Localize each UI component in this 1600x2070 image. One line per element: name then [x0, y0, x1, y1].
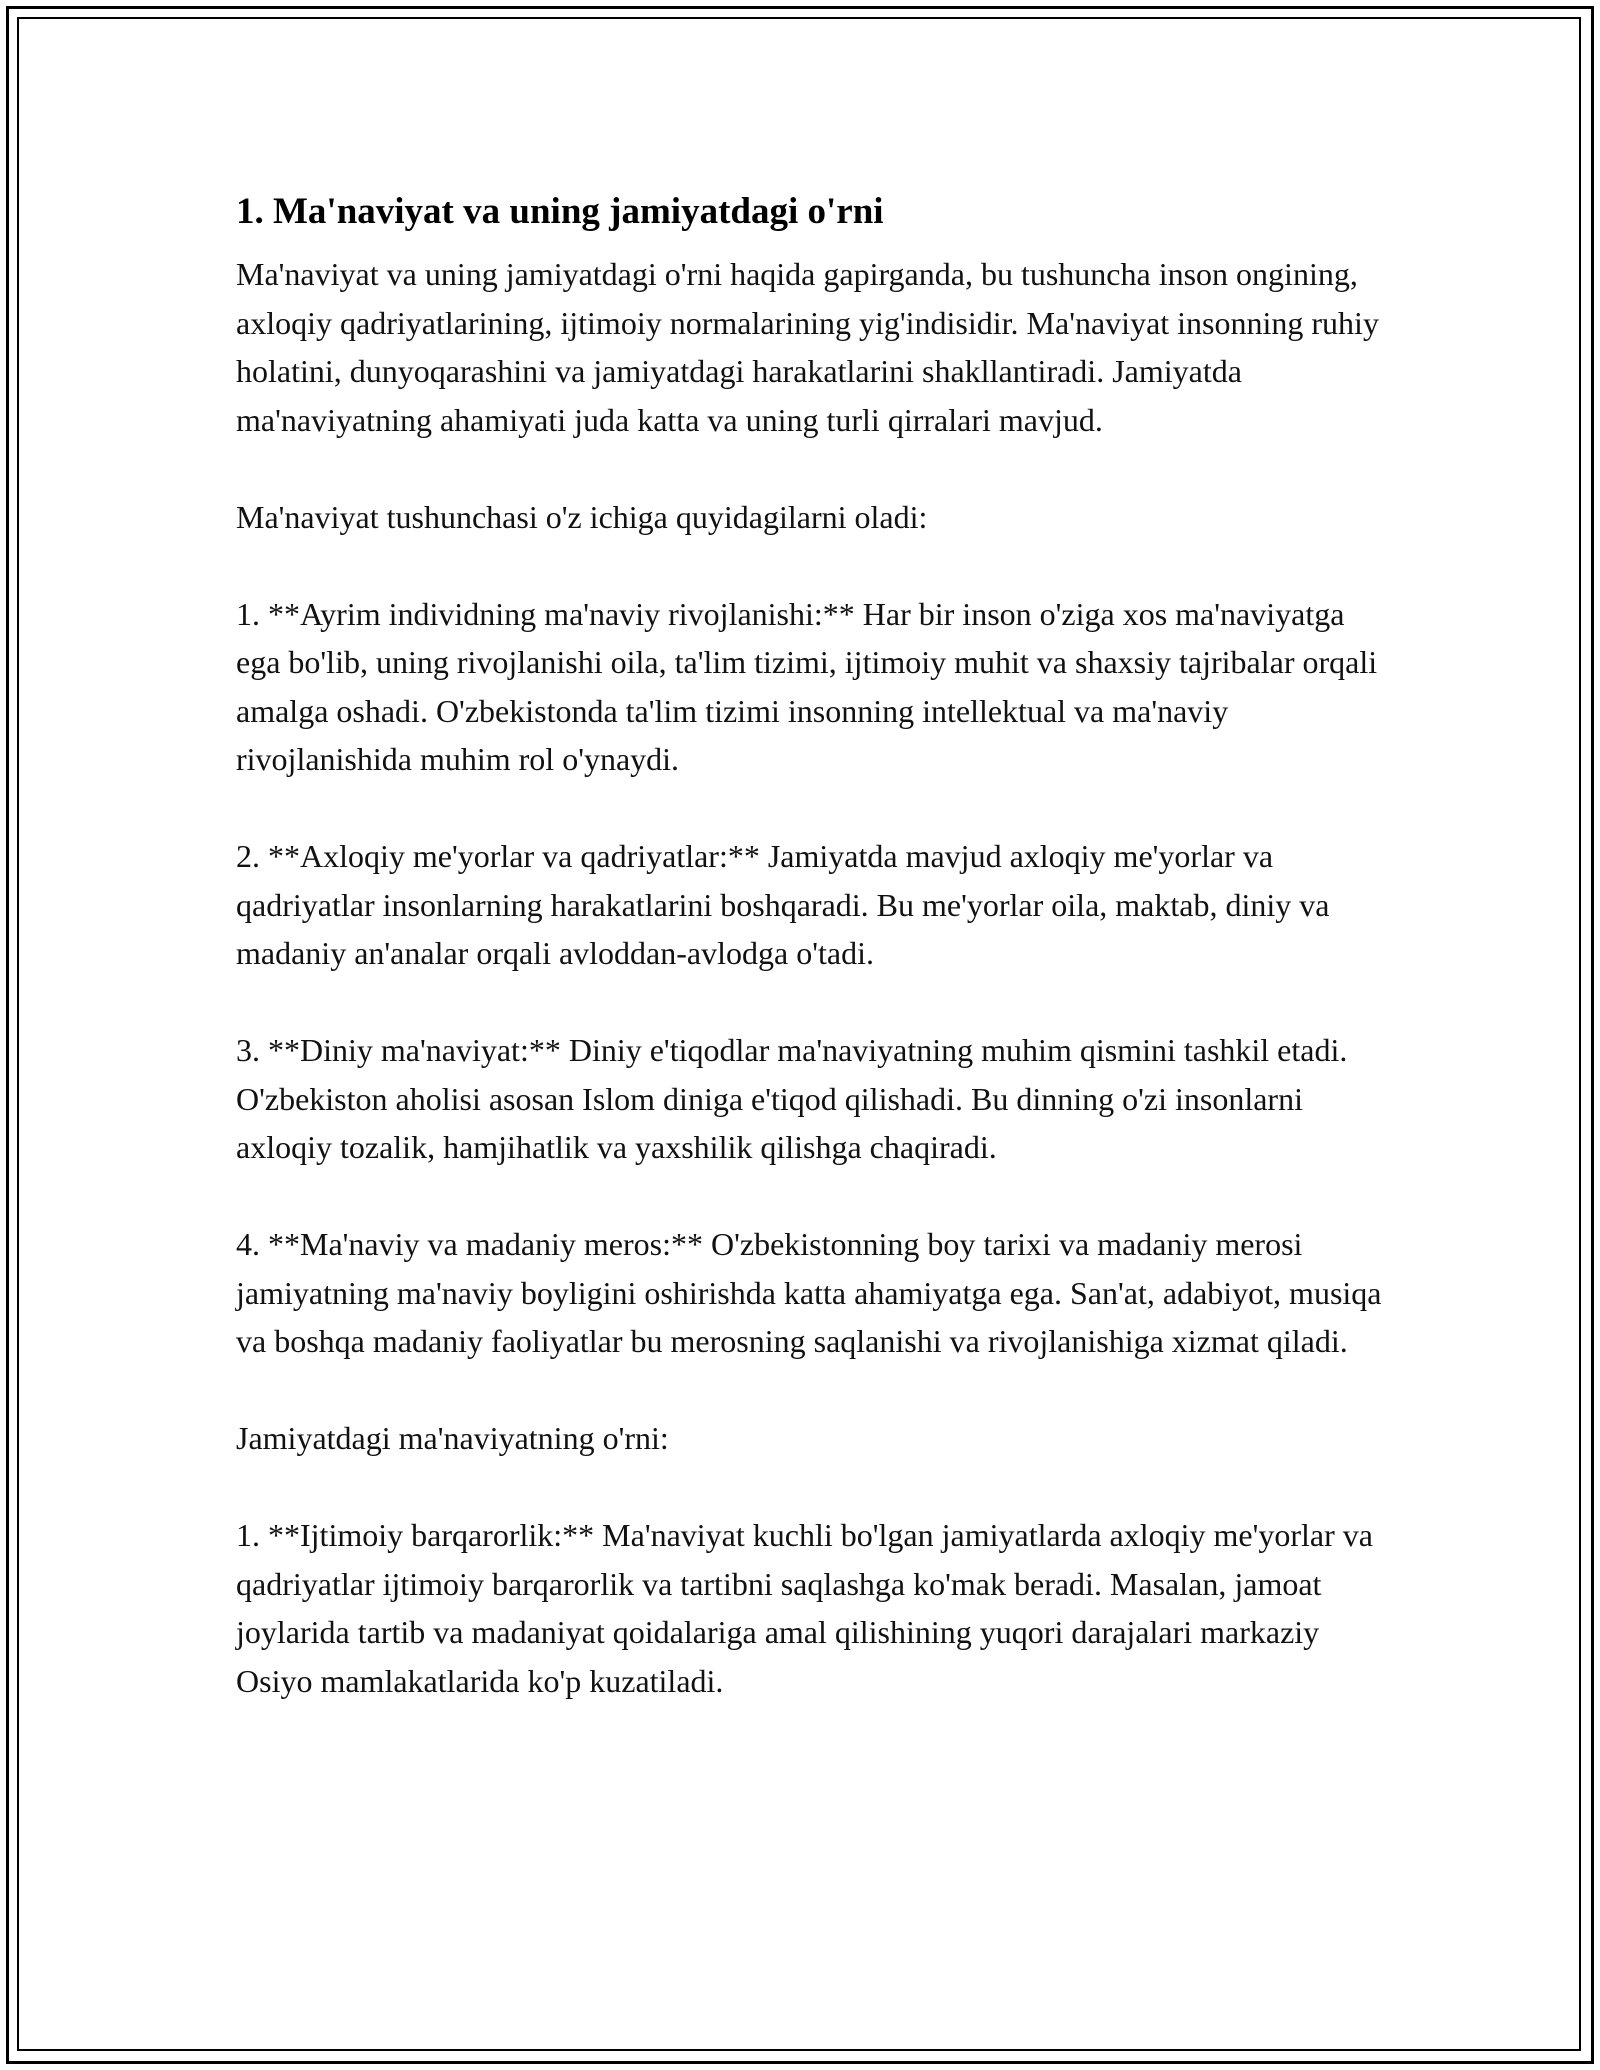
list-intro-paragraph: Ma'naviyat tushunchasi o'z ichiga quyidagilarni oladi: — [236, 498, 928, 535]
section-heading: 1. Ma'naviyat va uning jamiyatdagi o'rni — [236, 191, 884, 232]
list-intro-paragraph: Jamiyatdagi ma'naviyatning o'rni: — [236, 1420, 669, 1456]
intro-paragraph: Ma'naviyat va uning jamiyatdagi o'rni haqida gapirganda, bu tushuncha inson ongining, axloqiy qadriyatlarining, ijtimoiy normalarining yig'indisidir. Ma'naviyat insonning ruhiy holatini, dunyoqarashini va jamiyatdagi harakatlarini shakllantiradi. Jamiyatda ma'naviyatning ahamiyati juda katta va uning turli qirralari mavjud. — [236, 256, 1379, 438]
list-item-paragraph: 1. **Ijtimoiy barqarorlik:** Ma'naviyat kuchli bo'lgan jamiyatlarda axloqiy me'yorlar va qadriyatlar ijtimoiy barqarorlik va tartibni saqlashga ko'mak beradi. Masalan, jamoat joylarida tartib va madaniyat qoidalariga amal qilishining yuqori darajalari markaziy Osiyo mamlakatlarida ko'p kuzatiladi. — [236, 1517, 1373, 1699]
list-item-paragraph: 4. **Ma'naviy va madaniy meros:** O'zbekistonning boy tarixi va madaniy merosi jamiyatning ma'naviy boyligini oshirishda katta ahamiyatga ega. San'at, adabiyot, musiqa va boshqa madaniy faoliyatlar bu merosning saqlanishi va rivojlanishiga xizmat qiladi. — [236, 1226, 1382, 1359]
list-item-paragraph: 1. **Ayrim individning ma'naviy rivojlanishi:** Har bir inson o'ziga xos ma'naviyatga ega bo'lib, uning rivojlanishi oila, ta'lim tizimi, ijtimoiy muhit va shaxsiy tajribalar orqali amalga oshadi. O'zbekistonda ta'lim tizimi insonning intellektual va ma'naviy rivojlanishida muhim rol o'ynaydi. — [236, 595, 1378, 777]
document-body — [236, 186, 1386, 1705]
list-item-paragraph: 3. **Diniy ma'naviyat:** Diniy e'tiqodlar ma'naviyatning muhim qismini tashkil etadi. O'zbekiston aholisi asosan Islom diniga e'tiqod qilishadi. Bu dinning o'zi insonlarni axloqiy tozalik, hamjihatlik va yaxshilik qilishga chaqiradi. — [236, 1032, 1348, 1165]
list-item-paragraph: 2. **Axloqiy me'yorlar va qadriyatlar:** Jamiyatda mavjud axloqiy me'yorlar va qadriyatlar insonlarning harakatlarini boshqaradi. Bu me'yorlar oila, maktab, diniy va madaniy an'analar orqali avloddan-avlodga o'tadi. — [236, 838, 1330, 971]
